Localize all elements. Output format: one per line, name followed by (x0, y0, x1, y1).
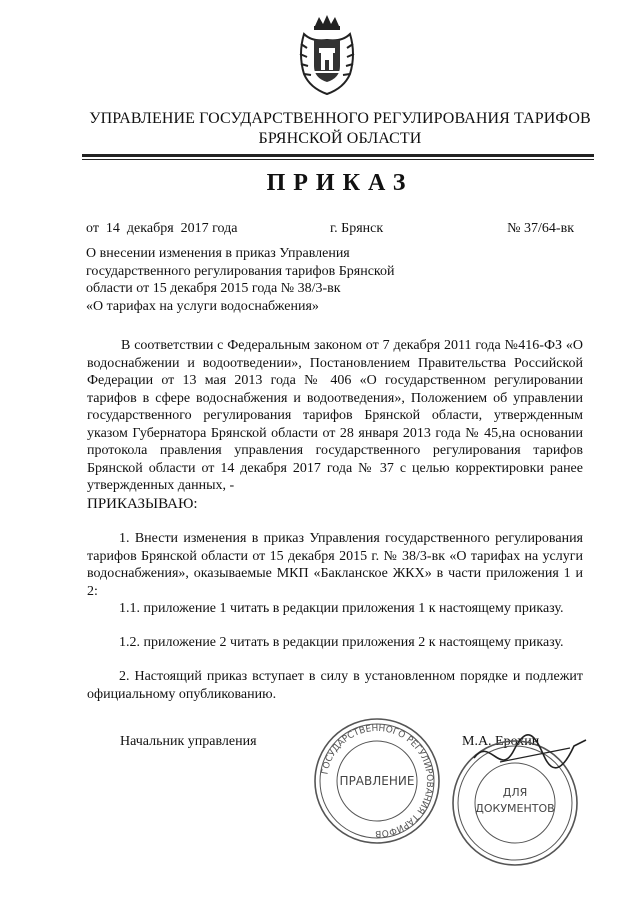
signatory-role: Начальник управления (120, 734, 257, 749)
subject-line: области от 15 декабря 2015 года № 38/3-вк (86, 281, 341, 296)
order-date: от 14 декабря 2017 года (86, 221, 238, 236)
subject-line: государственного регулирования тарифов Брянской (86, 263, 395, 279)
order-subject (86, 245, 426, 315)
official-stamp (312, 716, 442, 846)
coat-of-arms-icon (296, 14, 358, 96)
subject-line: «О тарифах на услуги водоснабжения» (86, 298, 319, 314)
header-divider-thin (82, 159, 594, 160)
stamp2-text-line1: ДЛЯ (502, 786, 528, 799)
stamp2-text-line2: ДОКУМЕНТОВ (475, 802, 555, 815)
document-title: ПРИКАЗ (266, 170, 414, 196)
header-divider-thick (82, 154, 594, 157)
order-number: № 37/64-вк (507, 221, 574, 236)
order-item-2: 2. Настоящий приказ вступает в силу в установленном порядке и подлежит официальному опубликованию. (87, 669, 583, 702)
preamble-paragraph: В соответствии с Федеральным законом от 7 декабря 2011 года №416-ФЗ «О водоснабжении и водоотведении», Постановлением Правительства Российской Федерации от 13 мая 2013 года № 406 «О государственном регулировании тарифов в сфере водоснабжения и водоотведения», Положением об управлении государственного регулирования тарифов Брянской области, утвержденным указом Губернатора Брянской области от 28 января 2013 года № 45,на основании протокола правления управления государственного регулирования тарифов Брянской области от 14 декабря 2017 года № 37 с целью корректировки ранее утвержденных данных, - (87, 338, 583, 493)
order-item-1: 1. Внести изменения в приказ Управления государственного регулирования тарифов Брянской области от 15 декабря 2015 г. № 38/3-вк «О тарифах на услуги водоснабжения», оказываемые МКП «Бакланское ЖКХ» в части приложения 1 и 2: (87, 531, 583, 599)
stamp-ring-text: ГОСУДАРСТВЕННОГО РЕГУЛИРОВАНИЯ ТАРИФОВ (320, 723, 435, 839)
order-keyword: ПРИКАЗЫВАЮ: (87, 496, 198, 512)
handwritten-signature (470, 728, 590, 788)
signatory-name: М.А. Ерохин (462, 734, 540, 749)
organization-name-line1: УПРАВЛЕНИЕ ГОСУДАРСТВЕННОГО РЕГУЛИРОВАНИЯ ТАРИФОВ (89, 110, 591, 127)
stamp-center-text: ПРАВЛЕНИЕ (339, 774, 415, 788)
organization-name-line2: БРЯНСКОЙ ОБЛАСТИ (258, 130, 422, 147)
order-city: г. Брянск (330, 221, 384, 236)
order-item-1-1: 1.1. приложение 1 читать в редакции приложения 1 к настоящему приказу. (119, 601, 564, 616)
order-item-1-2: 1.2. приложение 2 читать в редакции приложения 2 к настоящему приказу. (119, 635, 564, 650)
subject-line: О внесении изменения в приказ Управления (86, 246, 350, 261)
